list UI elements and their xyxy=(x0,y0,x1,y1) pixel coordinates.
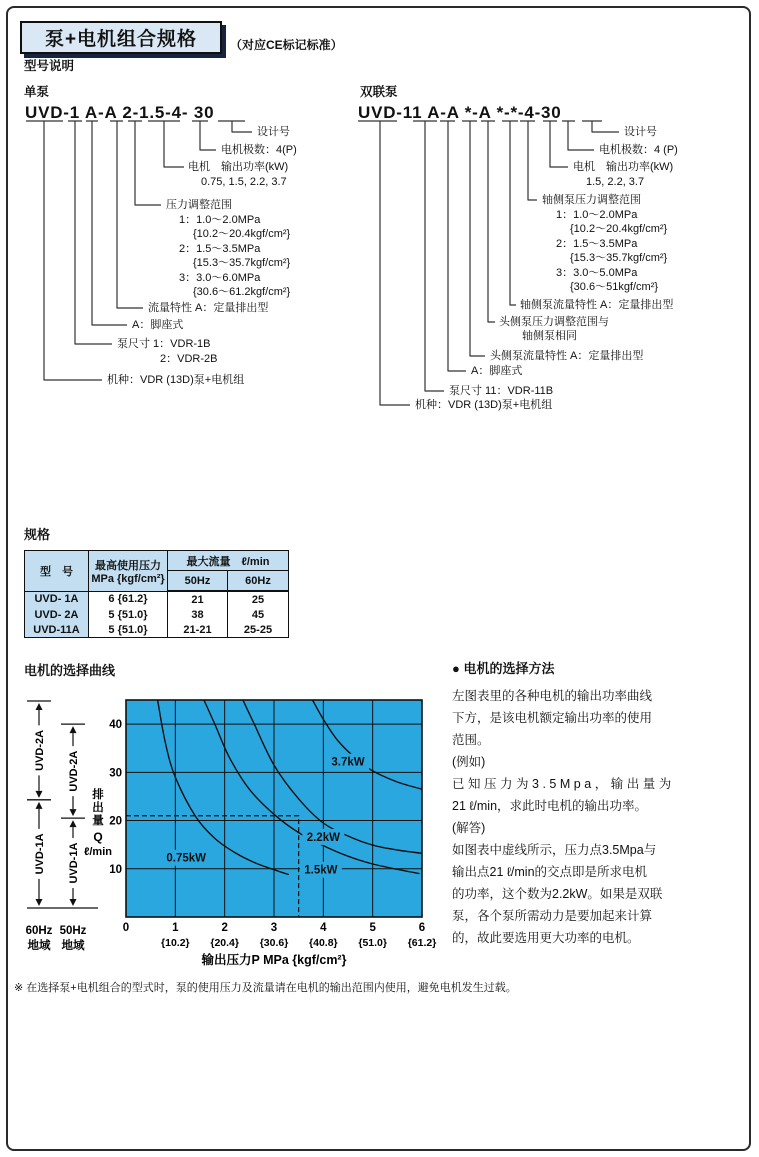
cell-model: UVD- 1A xyxy=(25,591,89,607)
cell-model: UVD- 2A xyxy=(25,607,89,622)
double-pump-model-code: UVD-11 A-A *-A *-*-4-30 xyxy=(358,103,562,122)
cell-flow-50: 38 xyxy=(168,607,228,622)
range-label: UVD-1A xyxy=(34,833,46,875)
arrow-up-icon xyxy=(36,802,43,809)
model-breakdown-connectors xyxy=(0,0,759,430)
col-header-60hz: 60Hz xyxy=(228,571,289,592)
hz-area-label: 60Hz xyxy=(25,925,53,937)
dp-size-label: 泵尺寸 11：VDR-11B xyxy=(449,385,554,397)
curve-label-0.75kW: 0.75kW xyxy=(166,852,207,865)
col-header-pressure-line1: 最高使用压力 xyxy=(95,559,161,572)
col-header-pressure xyxy=(89,551,168,592)
sp-series-label: 机种：VDR (13D)泵+电机组 xyxy=(107,374,245,386)
sp-pressure-1: 1：1.0～2.0MPa xyxy=(179,214,261,226)
x-tick-label: 4 xyxy=(320,922,327,934)
cell-flow-60: 25 xyxy=(228,591,289,607)
sp-pressure-2-kgf: {15.3～35.7kgf/cm²} xyxy=(193,257,291,269)
cell-flow-50: 21-21 xyxy=(168,622,228,638)
y-tick-label: 30 xyxy=(109,767,122,780)
sp-pressure-2: 2：1.5～3.5MPa xyxy=(179,243,261,255)
sp-pressure-title: 压力调整范围 xyxy=(166,199,232,211)
y-tick-label: 10 xyxy=(109,863,122,876)
dp-power-label: 电机 输出功率(kW) xyxy=(573,161,674,173)
dp-pressure-1: 1：1.0～2.0MPa xyxy=(556,209,638,221)
sp-pressure-3: 3：3.0～6.0MPa xyxy=(179,272,261,284)
col-header-model: 型 号 xyxy=(25,551,89,592)
col-header-flow: 最大流量 ℓ/min xyxy=(168,551,289,571)
sp-size-label-2: 2：VDR-2B xyxy=(160,353,218,365)
table-row xyxy=(25,622,289,638)
spec-table xyxy=(24,550,289,638)
x-tick-kgf-label: {30.6} xyxy=(259,937,289,949)
col-header-50hz: 50Hz xyxy=(168,571,228,592)
curve-label-2.2kW: 2.2kW xyxy=(306,831,340,844)
x-tick-label: 1 xyxy=(172,922,179,934)
table-row xyxy=(25,607,289,622)
arrow-down-icon xyxy=(70,899,77,906)
range-label: UVD-1A xyxy=(68,842,80,884)
cell-pressure: 5 {51.0} xyxy=(89,622,168,638)
method-line: (例如) xyxy=(452,755,486,769)
dp-series-label: 机种：VDR (13D)泵+电机组 xyxy=(415,399,553,411)
method-line: (解答) xyxy=(452,821,486,835)
y-axis-label-unit: ℓ/min xyxy=(84,846,112,858)
range-label: UVD-2A xyxy=(68,750,80,792)
range-label: UVD-2A xyxy=(34,729,46,771)
method-heading xyxy=(452,658,748,677)
method-line: 如图表中虚线所示，压力点3.5Mpa与 xyxy=(452,843,657,857)
method-line: 左图表里的各种电机的输出功率曲线 xyxy=(452,689,653,703)
dp-pressure-title: 轴侧泵压力调整范围 xyxy=(542,194,641,206)
bullet-icon: ● xyxy=(452,661,460,676)
cell-pressure: 5 {51.0} xyxy=(89,607,168,622)
single-pump-model-code: UVD-1 A-A 2-1.5-4- 30 xyxy=(25,103,215,122)
dp-pressure-1-kgf: {10.2～20.4kgf/cm²} xyxy=(570,223,668,235)
chart-heading: 电机的选择曲线 xyxy=(24,663,116,678)
x-axis-title: 输出压力P MPa {kgf/cm²} xyxy=(201,953,347,967)
ce-standard-note: （对应CE标记标准） xyxy=(230,38,343,52)
hz-area-label: 地域 xyxy=(27,940,51,952)
arrow-down-icon xyxy=(36,899,43,906)
method-section xyxy=(452,658,748,949)
sp-pressure-3-kgf: {30.6～61.2kgf/cm²} xyxy=(193,286,291,298)
arrow-down-icon xyxy=(70,809,77,816)
sp-size-label-1: 泵尺寸 1：VDR-1B xyxy=(117,338,211,350)
dp-design-no-label: 设计号 xyxy=(624,126,657,138)
x-tick-label: 5 xyxy=(369,922,376,934)
x-tick-kgf-label: {40.8} xyxy=(309,937,338,949)
table-row xyxy=(25,591,289,607)
cell-flow-60: 45 xyxy=(228,607,289,622)
method-line: 范围。 xyxy=(452,733,490,747)
arrow-up-icon xyxy=(36,703,43,710)
x-tick-label: 0 xyxy=(122,922,130,934)
motor-selection-chart xyxy=(0,650,460,980)
arrow-up-icon xyxy=(70,726,77,733)
method-lines xyxy=(452,685,748,949)
footnote: ※ 在选择泵+电机组合的型式时，泵的使用压力及流量请在电机的输出范围内使用，避免电机发生过载。 xyxy=(14,982,517,994)
cell-pressure: 6 {61.2} xyxy=(89,591,168,607)
sp-design-no-label: 设计号 xyxy=(257,126,290,138)
dp-poles-label: 电机极数：4 (P) xyxy=(599,144,678,156)
single-pump-heading: 单泵 xyxy=(24,85,50,99)
dp-pressure-3: 3：3.0～5.0MPa xyxy=(556,267,638,279)
hz-area-label: 50Hz xyxy=(59,925,87,937)
curve-label-3.7kW: 3.7kW xyxy=(331,756,365,769)
x-tick-kgf-label: {61.2} xyxy=(407,937,437,949)
x-tick-kgf-label: {10.2} xyxy=(161,937,190,949)
method-line: 的功率，这个数为2.2kW。如果是双联 xyxy=(452,887,663,901)
y-axis-label-char: 量 xyxy=(92,815,104,827)
cell-flow-60: 25-25 xyxy=(228,622,289,638)
y-axis-label-char: 排 xyxy=(92,789,104,801)
arrow-up-icon xyxy=(70,820,77,827)
dp-pressure-3-kgf: {30.6～51kgf/cm²} xyxy=(570,281,659,293)
x-tick-kgf-label: {20.4} xyxy=(210,937,239,949)
cell-flow-50: 21 xyxy=(168,591,228,607)
x-tick-label: 2 xyxy=(221,922,228,934)
sp-power-label: 电机 输出功率(kW) xyxy=(188,161,289,173)
sp-power-values: 0.75, 1.5, 2.2, 3.7 xyxy=(201,176,287,188)
y-tick-label: 20 xyxy=(109,815,122,828)
method-line: 21 ℓ/min，求此时电机的输出功率。 xyxy=(452,799,648,813)
method-line: 的，故此要选用更大功率的电机。 xyxy=(452,931,640,945)
sp-flow-label: 流量特性 A：定量排出型 xyxy=(148,302,269,314)
method-line: 已知压力为3.5Mpa，输出量为 xyxy=(452,777,675,791)
dp-head-pressure-label-1: 头侧泵压力调整范围与 xyxy=(499,316,609,328)
hz-area-label: 地域 xyxy=(61,940,85,952)
method-line: 下方，是该电机额定输出功率的使用 xyxy=(452,711,653,725)
curve-label-1.5kW: 1.5kW xyxy=(304,864,338,877)
sp-mount-label: A：脚座式 xyxy=(132,319,184,331)
y-axis-label-q: Q xyxy=(93,830,103,844)
dp-head-pressure-label-2: 轴侧泵相同 xyxy=(522,330,577,342)
spec-heading: 规格 xyxy=(24,527,51,542)
method-heading-text: 电机的选择方法 xyxy=(463,661,555,676)
dp-pressure-2: 2：1.5～3.5MPa xyxy=(556,238,638,250)
dp-head-flow-label: 头侧泵流量特性 A：定量排出型 xyxy=(490,350,644,362)
y-tick-label: 40 xyxy=(109,719,122,732)
method-line: 输出点21 ℓ/min的交点即是所求电机 xyxy=(452,865,648,879)
dp-shaft-flow-label: 轴侧泵流量特性 A：定量排出型 xyxy=(520,299,674,311)
col-header-pressure-line2: MPa {kgf/cm²} xyxy=(91,572,165,585)
model-description-heading: 型号说明 xyxy=(24,59,75,73)
x-tick-label: 3 xyxy=(270,922,278,934)
x-tick-kgf-label: {51.0} xyxy=(358,937,387,949)
dp-power-values: 1.5, 2.2, 3.7 xyxy=(586,176,645,188)
arrow-down-icon xyxy=(36,791,43,798)
x-tick-label: 6 xyxy=(418,922,426,934)
dp-mount-label: A：脚座式 xyxy=(471,365,523,377)
sp-poles-label: 电机极数：4(P) xyxy=(221,144,297,156)
sp-pressure-1-kgf: {10.2～20.4kgf/cm²} xyxy=(193,228,291,240)
page-title: 泵+电机组合规格 xyxy=(44,29,198,50)
cell-model: UVD-11A xyxy=(25,622,89,638)
method-line: 泵，各个泵所需动力是要加起来计算 xyxy=(452,909,653,923)
y-axis-label-char: 出 xyxy=(92,802,104,814)
dp-pressure-2-kgf: {15.3～35.7kgf/cm²} xyxy=(570,252,668,264)
double-pump-heading: 双联泵 xyxy=(360,85,398,99)
